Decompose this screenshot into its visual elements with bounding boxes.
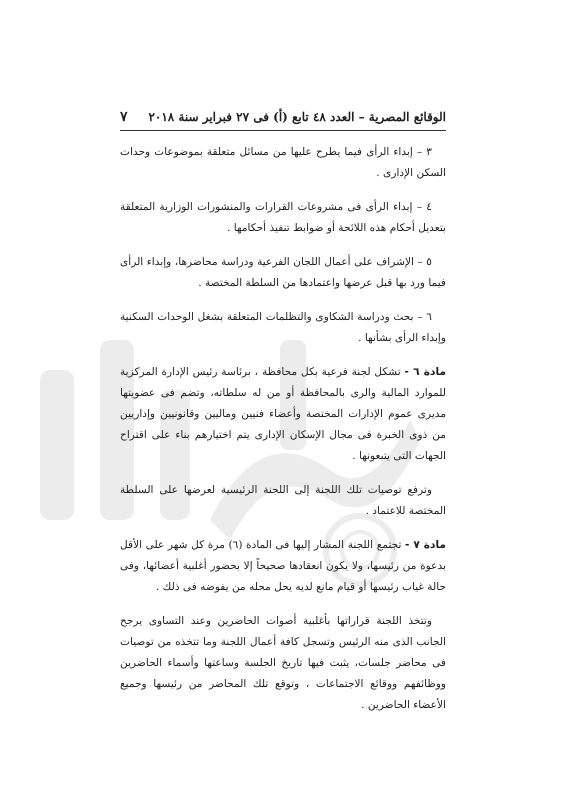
header-rule	[120, 130, 446, 131]
article-6-label: مادة ٦ -	[404, 366, 446, 378]
article-6	[120, 362, 446, 467]
clause-3: ٣ – إبداء الرأى فيما يطرح عليها من مسائل متعلقة بموضوعات وحدات السكن الإدارى .	[120, 146, 446, 179]
article-7-text: تجتمع اللجنة المشار إليها فى المادة (٦) مرة كل شهر على الأقل بدعوة من رئيسها، ولا يكون انعقادها صحيحاً إلا بحضور أغلبية أعضائها، وفى حالة غياب رئيسها أو قيام مانع لديه يحل محله من يفوضه فى ذلك .	[120, 539, 446, 593]
page-number: ٧	[120, 109, 128, 125]
article-6-text: تشكل لجنة فرعية بكل محافظة ، برئاسة رئيس الإدارة المركزية للموارد المالية والرى بالمحافظة أو من له سلطاته، وتضم فى عضويتها مديرى عموم الإدارات المختصة وأعضاء فنيين وماليين وقانونيين وإداريين من ذوى الخبرة فى مجال الإسكان الإدارى يتم اختيارهم بناء على اقتراح الجهات التى يتبعونها .	[120, 366, 446, 462]
clause-4: ٤ – إبداء الرأى فى مشروعات القرارات والمنشورات الوزارية المتعلقة بتعديل أحكام هذه اللائحة أو ضوابط تنفيذ أحكامها .	[120, 201, 446, 234]
article-6-recommendations: وترفع توصيات تلك اللجنة إلى اللجنة الرئيسية لعرضها على السلطة المختصة للاعتماد .	[120, 484, 446, 517]
article-7	[120, 535, 446, 598]
document-body	[120, 142, 446, 729]
gazette-title: الوقائع المصرية – العدد ٤٨ تابع (أ) فى ٢٧ فبراير سنة ٢٠١٨	[148, 110, 446, 124]
clause-6: ٦ – بحث ودراسة الشكاوى والتظلمات المتعلقة بشغل الوحدات السكنية وإبداء الرأى بشأنها .	[120, 311, 446, 344]
article-7-decisions: وتتخذ اللجنة قراراتها بأغلبية أصوات الحاضرين وعند التساوى يرجح الجانب الذى منه الرئيس وتسجل كافة أعمال اللجنة وما تتخذه من توصيات فى محاضر جلسات، يثبت فيها تاريخ الجلسة وساعتها وأسماء الحاضرين ووظائفهم ووقائع الاجتماعات ، وتوقع تلك المحاضر من رئيسها وجميع الأعضاء الحاضرين .	[120, 615, 446, 711]
clause-5: ٥ – الإشراف على أعمال اللجان الفرعية ودراسة محاضرها، وإبداء الرأى فيما ورد بها قبل عرضها واعتمادها من السلطة المختصة .	[120, 256, 446, 289]
article-7-label: مادة ٧ -	[405, 539, 446, 551]
